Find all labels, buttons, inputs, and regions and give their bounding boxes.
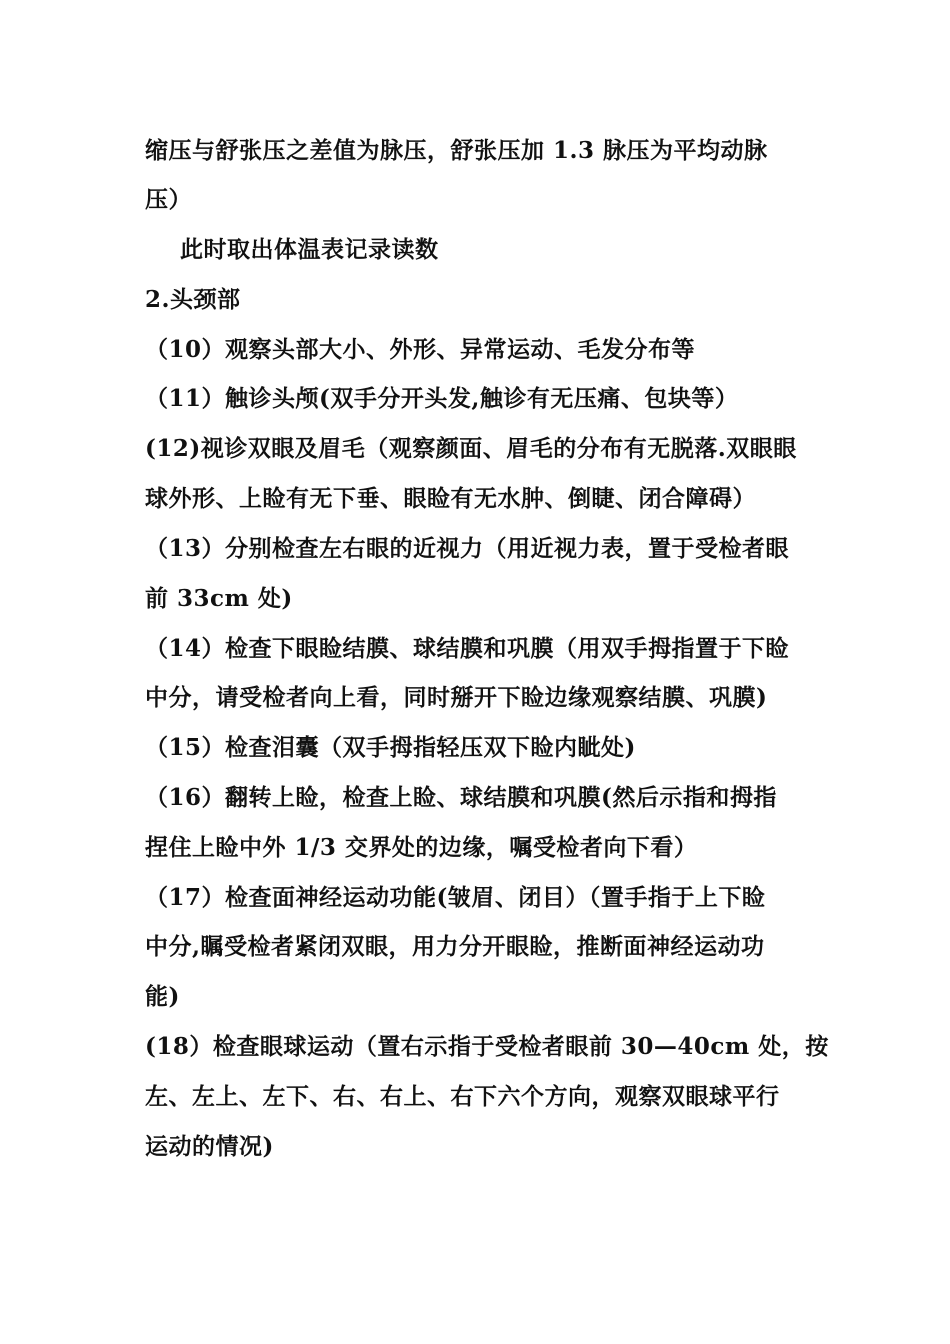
text-line: （10）观察头部大小、外形、异常运动、毛发分布等 xyxy=(145,336,696,363)
text-line: （17）检查面神经运动功能(皱眉、闭目）（置手指于上下睑 xyxy=(145,884,766,911)
text-line: (12)视诊双眼及眉毛（观察颜面、眉毛的分布有无脱落.双眼眼 xyxy=(145,435,797,462)
text-line: 此时取出体温表记录读数 xyxy=(180,236,439,263)
section-heading: 2.头颈部 xyxy=(145,286,241,313)
text-line: 中分，请受检者向上看，同时掰开下睑边缘观察结膜、巩膜) xyxy=(145,684,768,711)
text-line: 球外形、上睑有无下垂、眼睑有无水肿、倒睫、闭合障碍） xyxy=(145,485,756,512)
text-line: 运动的情况) xyxy=(145,1133,274,1160)
text-line: （16）翻转上睑，检查上睑、球结膜和巩膜(然后示指和拇指 xyxy=(145,784,777,811)
text-line: 捏住上睑中外 1/3 交界处的边缘，嘱受检者向下看） xyxy=(145,834,698,861)
text-line: 压） xyxy=(145,186,192,213)
text-line: (18）检查眼球运动（置右示指于受检者眼前 30—40cm 处，按 xyxy=(145,1033,829,1060)
text-line: （11）触诊头颅(双手分开头发,触诊有无压痛、包块等） xyxy=(145,385,739,412)
text-line: （15）检查泪囊（双手拇指轻压双下睑内眦处) xyxy=(145,734,636,761)
text-line: （13）分别检查左右眼的近视力（用近视力表，置于受检者眼 xyxy=(145,535,790,562)
text-line: 中分,瞩受检者紧闭双眼，用力分开眼睑，推断面神经运动功 xyxy=(145,933,765,960)
text-line: 能) xyxy=(145,983,180,1010)
text-line: （14）检查下眼睑结膜、球结膜和巩膜（用双手拇指置于下睑 xyxy=(145,635,790,662)
text-line: 前 33cm 处) xyxy=(145,585,293,612)
text-line: 左、左上、左下、右、右上、右下六个方向，观察双眼球平行 xyxy=(145,1083,780,1110)
text-line: 缩压与舒张压之差值为脉压，舒张压加 1.3 脉压为平均动脉 xyxy=(145,137,768,164)
